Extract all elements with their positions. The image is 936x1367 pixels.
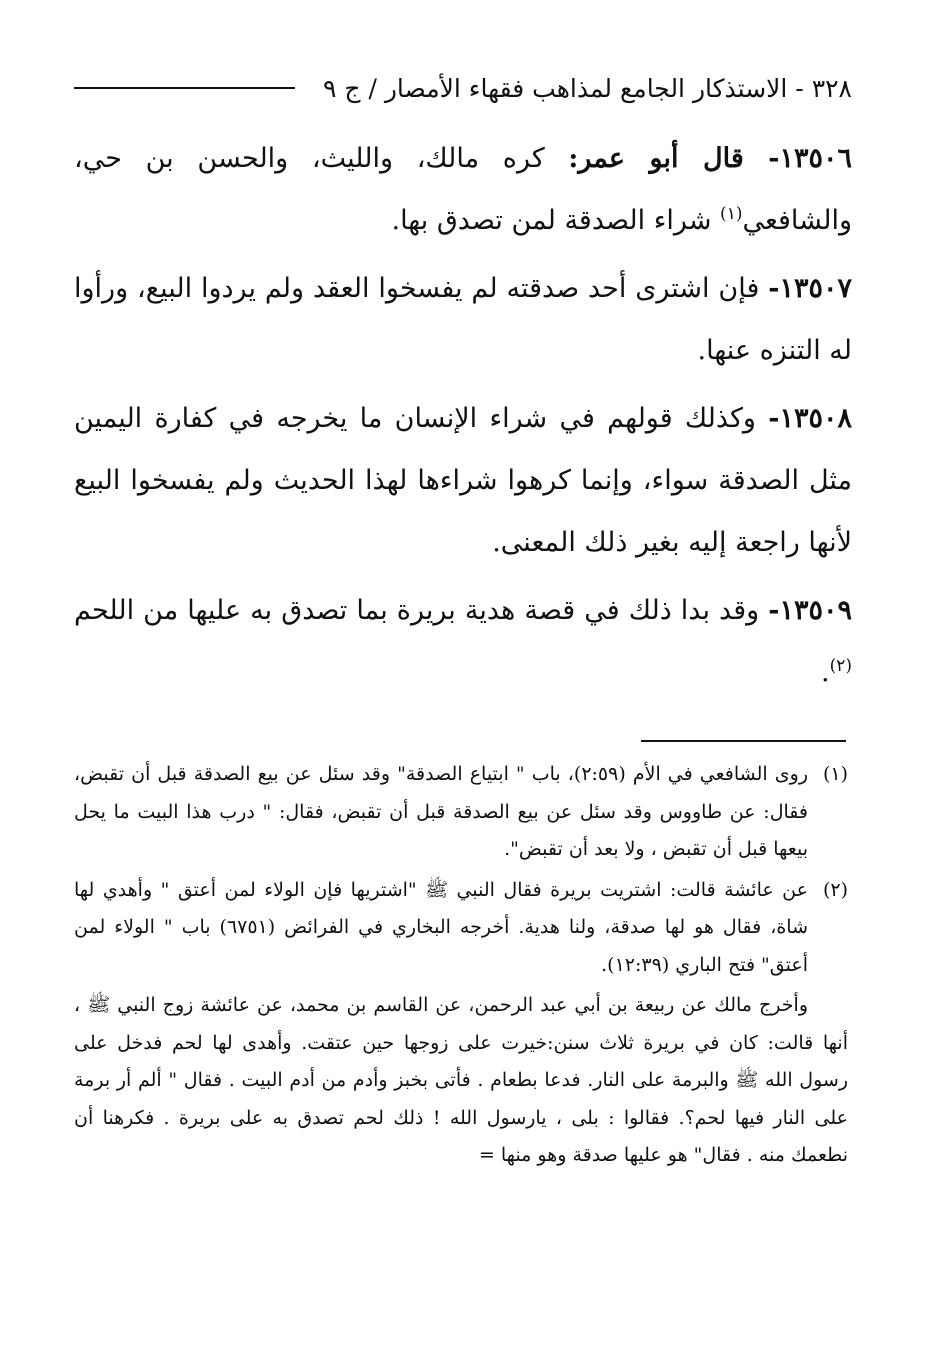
footnote-separator [641, 740, 846, 742]
paragraph-number: ١٣٥٠٩- [768, 595, 852, 626]
header-title: ٣٢٨ - الاستذكار الجامع لمذاهب فقهاء الأمصار / ج ٩ [322, 73, 852, 103]
paragraph-number: ١٣٥٠٦- قال أبو عمر: [568, 143, 852, 174]
paragraph-13509 [74, 580, 852, 704]
footnote-text: عن عائشة قالت: اشتريت بريرة فقال النبي ﷺ "اشتريها فإن الولاء لمن أعتق " وأهدي لها شاة، فقال هو لها صدقة، ولنا هدية. أخرجه البخاري في الفرائض (٦٧٥١) باب " الولاء لمن أعتق" فتح الباري (١٢:٣٩). [74, 878, 808, 976]
paragraph-13507 [74, 258, 852, 382]
footnotes [74, 756, 848, 1175]
footnote-text: روى الشافعي في الأم (٢:٥٩)، باب " ابتياع الصدقة" وقد سئل عن بيع الصدقة قبل أن تقبض، فقال: عن طاووس وقد سئل عن بيع الصدقة قبل أن تقبض، فقال: " درب هذا البيت ما يحل بيعها قبل أن تقبض ، ولا بعد أن تقبض". [74, 763, 808, 860]
footnote-ref-2[interactable]: (٢) [829, 656, 852, 676]
paragraph-text: وكذلك قولهم في شراء الإنسان ما يخرجه في كفارة اليمين مثل الصدقة سواء، وإنما كرهوا شراءها لهذا الحديث ولم يفسخوا البيع لأنها راجعة إليه بغير ذلك المعنى. [74, 403, 852, 558]
page-header [74, 66, 852, 110]
footnote-2 [74, 872, 848, 985]
paragraph-13508 [74, 388, 852, 574]
paragraph-text: فإن اشترى أحد صدقته لم يفسخوا العقد ولم يردوا البيع، ورأوا له التنزه عنها. [74, 273, 852, 366]
paragraph-number: ١٣٥٠٧- [768, 273, 852, 304]
footnote-continuation: وأخرج مالك عن ربيعة بن أبي عبد الرحمن، عن القاسم بن محمد، عن عائشة زوج النبي ﷺ ، أنها قالت: كان في بريرة ثلاث سنن:خيرت على زوجها حين عتقت. وأهدى لها لحم فدخل على رسول الله ﷺ والبرمة على النار. فدعا بطعام . فأتى بخبز وأدم من أدم البيت . فقال " ألم أر برمة على النار فيها لحم؟. فقالوا : بلى ، يارسول الله ! ذلك لحم تصدق به على بريرة . فكرهنا أن نطعمك منه . فقال" هو عليها صدقة وهو منها = [74, 994, 848, 1166]
footnote-1 [74, 756, 848, 869]
footnote-number: (١) [822, 763, 848, 785]
footnote-number: (٢) [822, 878, 848, 901]
paragraph-text: شراء الصدقة لمن تصدق بها. [391, 205, 721, 236]
header-rule [74, 87, 295, 89]
main-text [74, 128, 852, 710]
footnote-ref-1[interactable]: (١) [720, 204, 743, 224]
paragraph-text: وقد بدا ذلك في قصة هدية بريرة بما تصدق به عليها من اللحم [74, 595, 769, 626]
paragraph-text: كره مالك، والليث، والحسن بن حي، والشافعي [74, 143, 852, 236]
paragraph-13506 [74, 128, 852, 252]
paragraph-text: . [820, 657, 830, 688]
paragraph-number: ١٣٥٠٨- [768, 403, 852, 434]
